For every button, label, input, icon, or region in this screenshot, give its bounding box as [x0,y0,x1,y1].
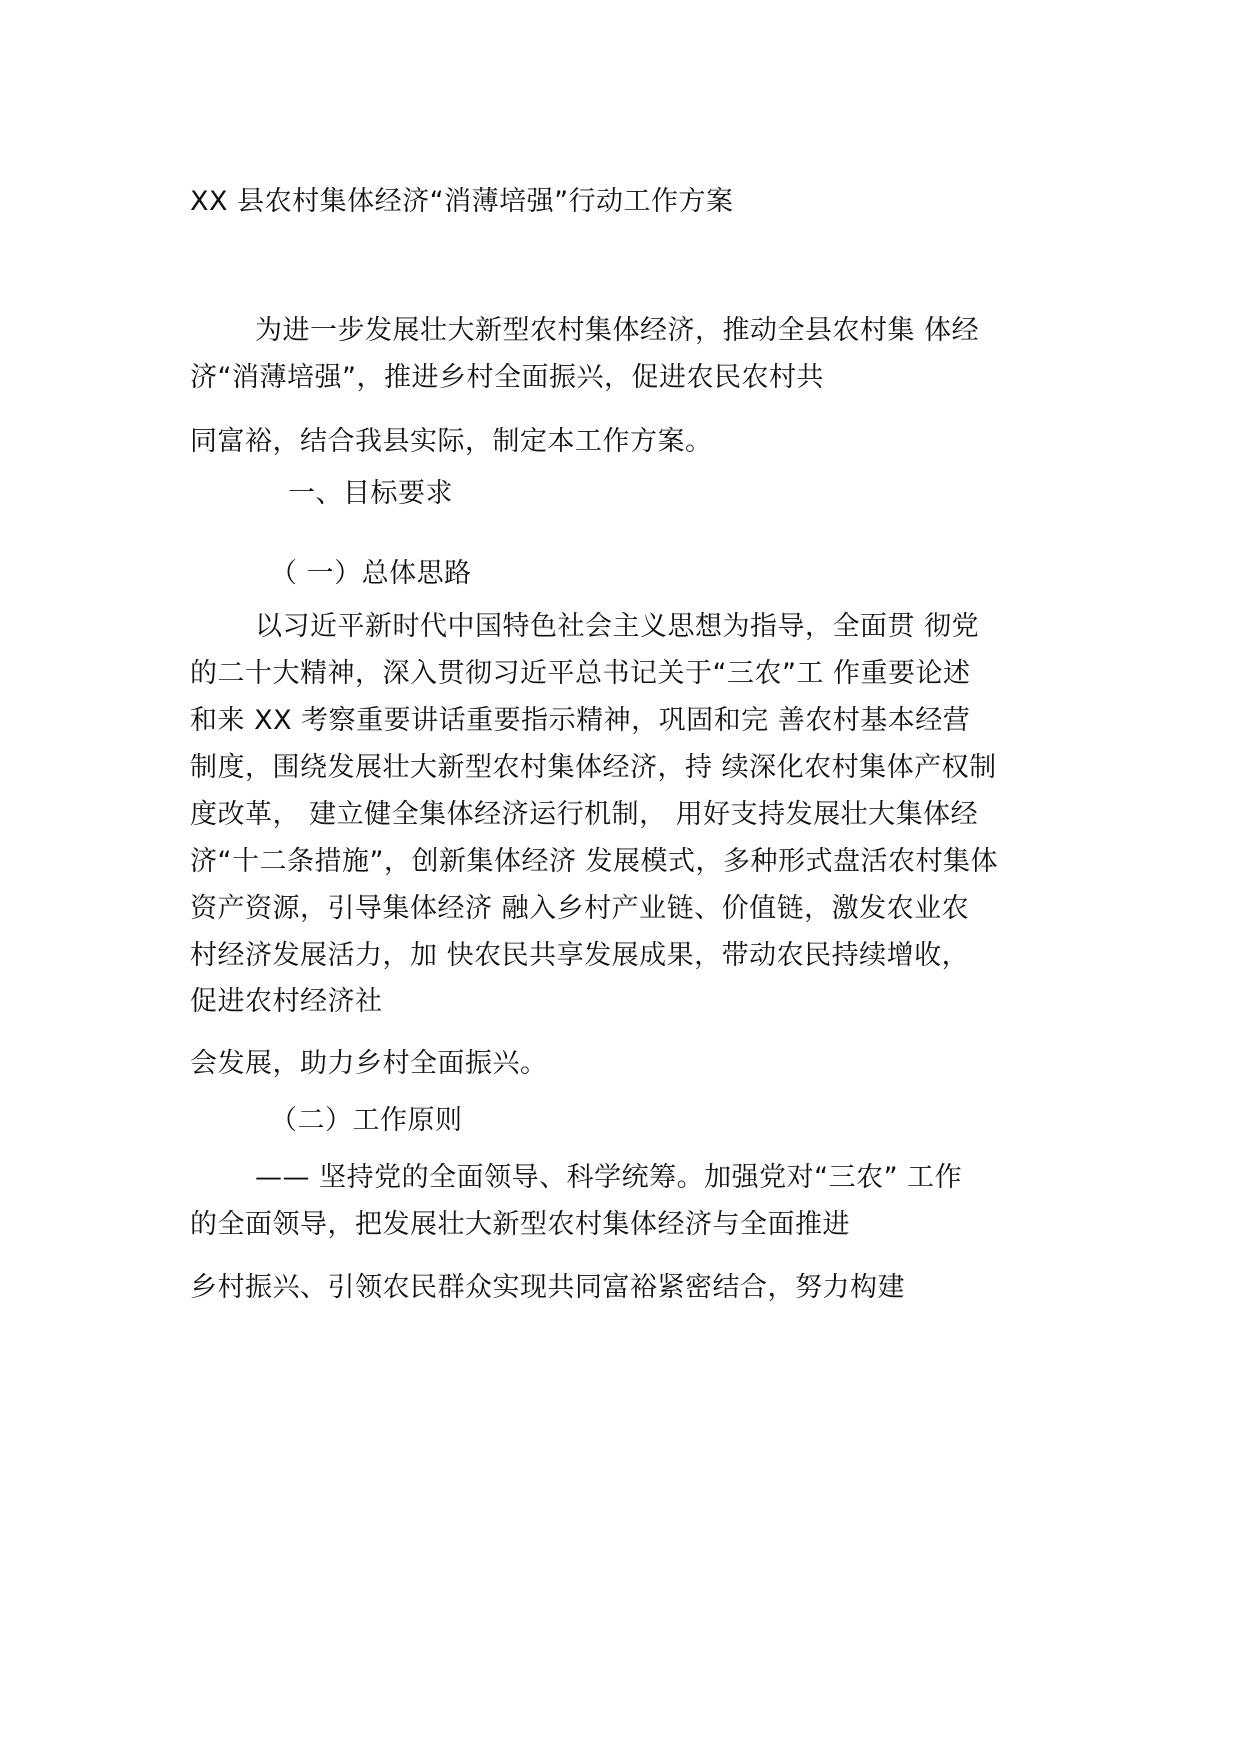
body1-line-7: 资产资源，引导集体经济 融入乡村产业链、价值链，激发农业农 [190,893,970,924]
intro-line-2: 济“消薄培强”，推进乡村全面振兴，促进农民农村共 [190,362,824,393]
intro-line-1: 为进一步发展壮大新型农村集体经济，推动全县农村集 体经 [255,315,980,346]
intro-line-3: 同富裕，结合我县实际，制定本工作方案。 [190,426,713,457]
body1-line-9: 促进农村经济社 [190,986,383,1017]
subsection-heading-2: （二）工作原则 [270,1105,463,1136]
body1-line-4: 制度，围绕发展壮大新型农村集体经济，持 续深化农村集体产权制 [190,752,997,783]
body2-line-2: 的全面领导，把发展壮大新型农村集体经济与全面推进 [190,1209,850,1240]
document-title: XX 县农村集体经济“消薄培强”行动工作方案 [190,186,734,217]
body1-line-10: 会发展，助力乡村全面振兴。 [190,1048,548,1079]
section-heading-1: 一、目标要求 [288,478,453,509]
body1-line-2: 的二十大精神，深入贯彻习近平总书记关于“三农”工 作重要论述 [190,658,971,689]
body1-line-1: 以习近平新时代中国特色社会主义思想为指导，全面贯 彻党 [255,611,980,642]
body2-line-1: —— 坚持党的全面领导、科学统筹。加强党对“三农” 工作 [255,1162,963,1193]
body2-line-3: 乡村振兴、引领农民群众实现共同富裕紧密结合，努力构建 [190,1272,905,1303]
body1-line-8: 村经济发展活力，加 快农民共享发展成果，带动农民持续增收， [190,940,970,971]
body1-line-6: 济“十二条措施”，创新集体经济 发展模式，多种形式盘活农村集体 [190,846,999,877]
body1-line-5: 度改革， 建立健全集体经济运行机制， 用好支持发展壮大集体经 [190,799,979,830]
subsection-heading-1: （ 一）总体思路 [270,558,472,589]
body1-line-3: 和来 XX 考察重要讲话重要指示精神，巩固和完 善农村基本经营 [190,705,971,736]
